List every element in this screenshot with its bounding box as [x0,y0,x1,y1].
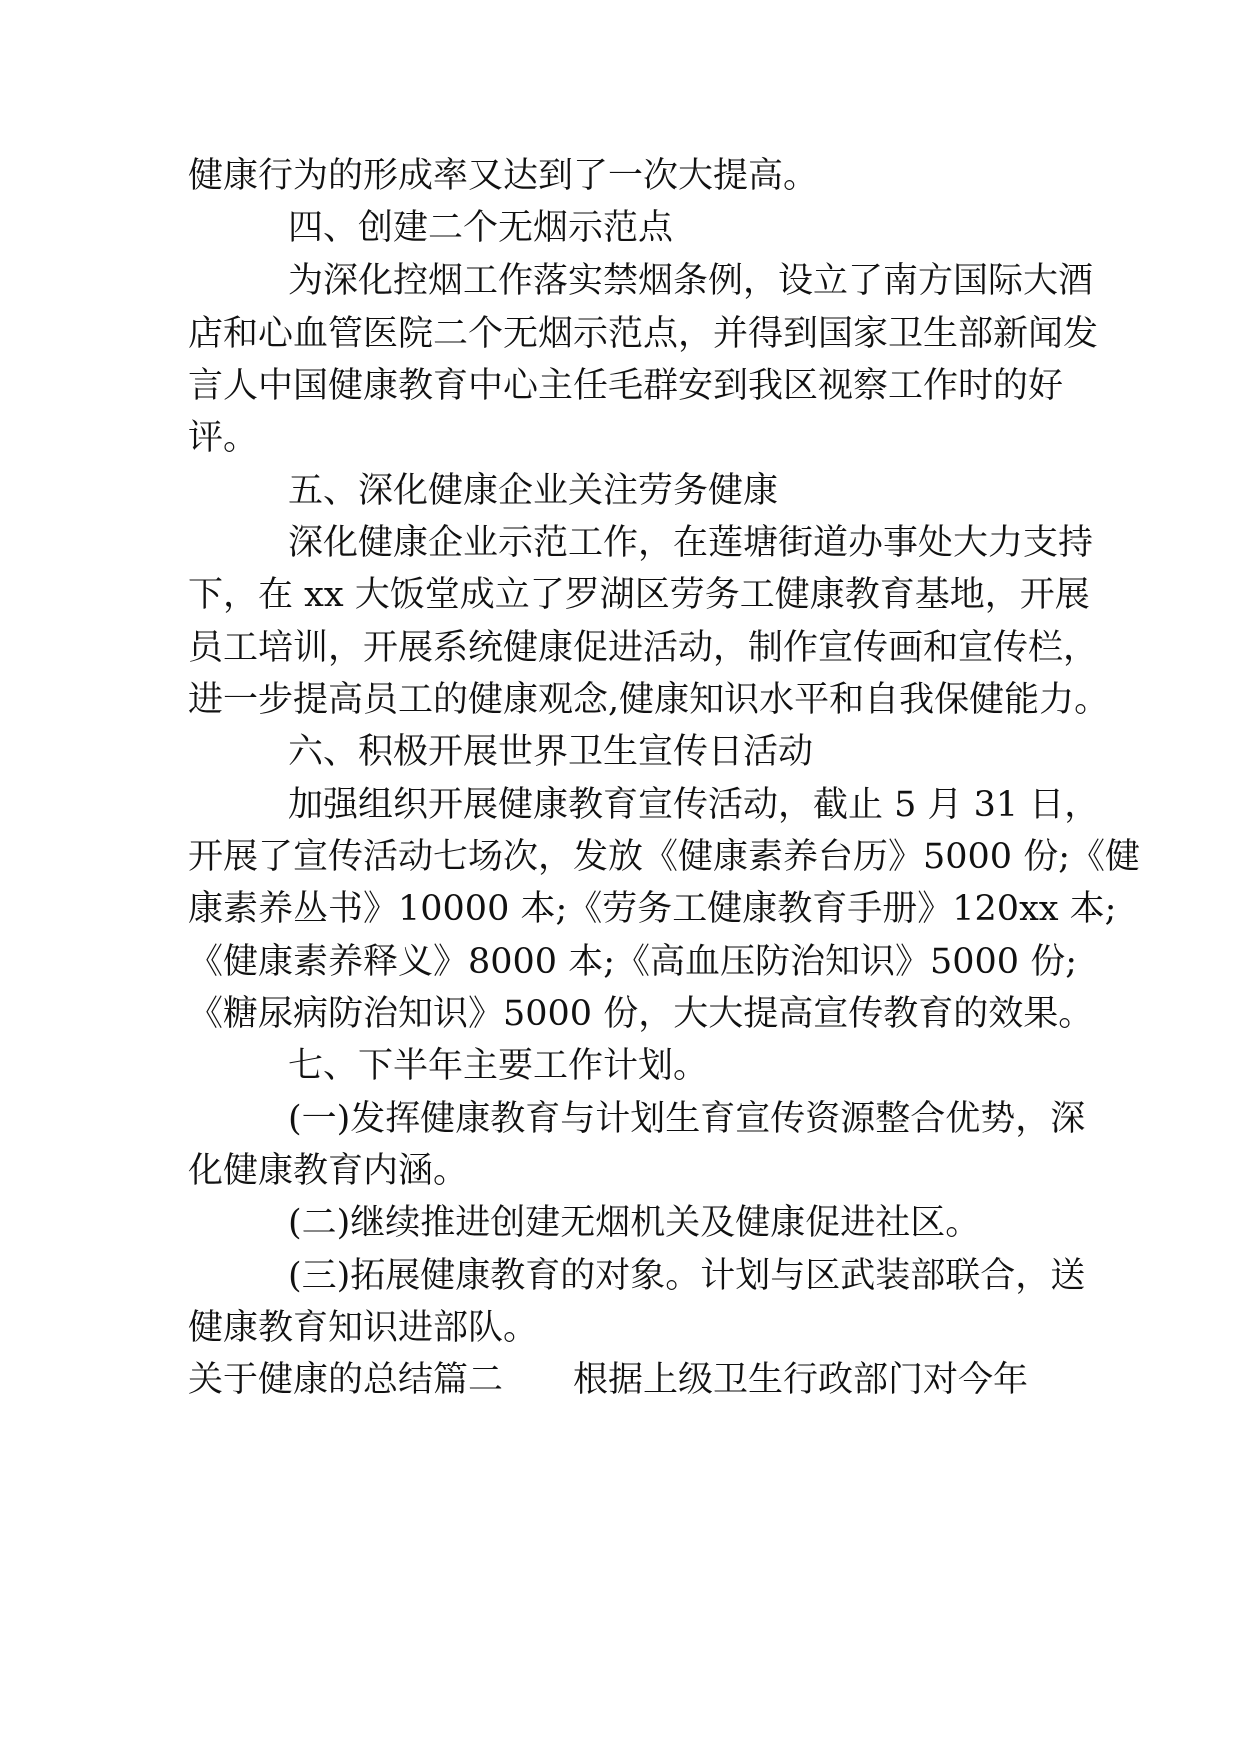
paragraph-line: 健康行为的形成率又达到了一次大提高。 [188,156,819,196]
paragraph-line: 店和心血管医院二个无烟示范点，并得到国家卫生部新闻发 [188,314,1099,354]
paragraph-line: 《健康素养释义》8000 本;《高血压防治知识》5000 份; [188,942,1077,982]
paragraph-line: 《糖尿病防治知识》5000 份，大大提高宣传教育的效果。 [188,994,1094,1034]
paragraph-line: 评。 [188,418,259,458]
section-heading-6: 六、积极开展世界卫生宣传日活动 [288,732,814,772]
paragraph-line: 进一步提高员工的健康观念,健康知识水平和自我保健能力。 [188,680,1110,720]
paragraph-line: 健康教育知识进部队。 [188,1308,539,1348]
paragraph-line: 康素养丛书》10000 本;《劳务工健康教育手册》120xx 本; [188,889,1117,929]
section-heading-4: 四、创建二个无烟示范点 [288,208,674,248]
paragraph-line: 下，在 xx 大饭堂成立了罗湖区劳务工健康教育基地，开展 [188,575,1090,615]
paragraph-line: 深化健康企业示范工作，在莲塘街道办事处大力支持 [288,523,1094,563]
plan-item-1: (一)发挥健康教育与计划生育宣传资源整合优势，深 [288,1099,1086,1139]
plan-item-3: (三)拓展健康教育的对象。计划与区武装部联合，送 [288,1256,1086,1296]
paragraph-line: 化健康教育内涵。 [188,1151,469,1191]
plan-item-2: (二)继续推进创建无烟机关及健康促进社区。 [288,1203,981,1243]
section-heading-5: 五、深化健康企业关注劳务健康 [288,471,779,511]
paragraph-line: 员工培训，开展系统健康促进活动，制作宣传画和宣传栏， [188,628,1099,668]
next-article-line: 关于健康的总结篇二 根据上级卫生行政部门对今年 [188,1360,1029,1400]
paragraph-line: 言人中国健康教育中心主任毛群安到我区视察工作时的好 [188,366,1064,406]
paragraph-line: 为深化控烟工作落实禁烟条例，设立了南方国际大酒 [288,261,1094,301]
section-heading-7: 七、下半年主要工作计划。 [288,1046,709,1086]
paragraph-line: 开展了宣传活动七场次，发放《健康素养台历》5000 份;《健 [188,837,1140,877]
paragraph-line: 加强组织开展健康教育宣传活动，截止 5 月 31 日， [288,785,1100,825]
